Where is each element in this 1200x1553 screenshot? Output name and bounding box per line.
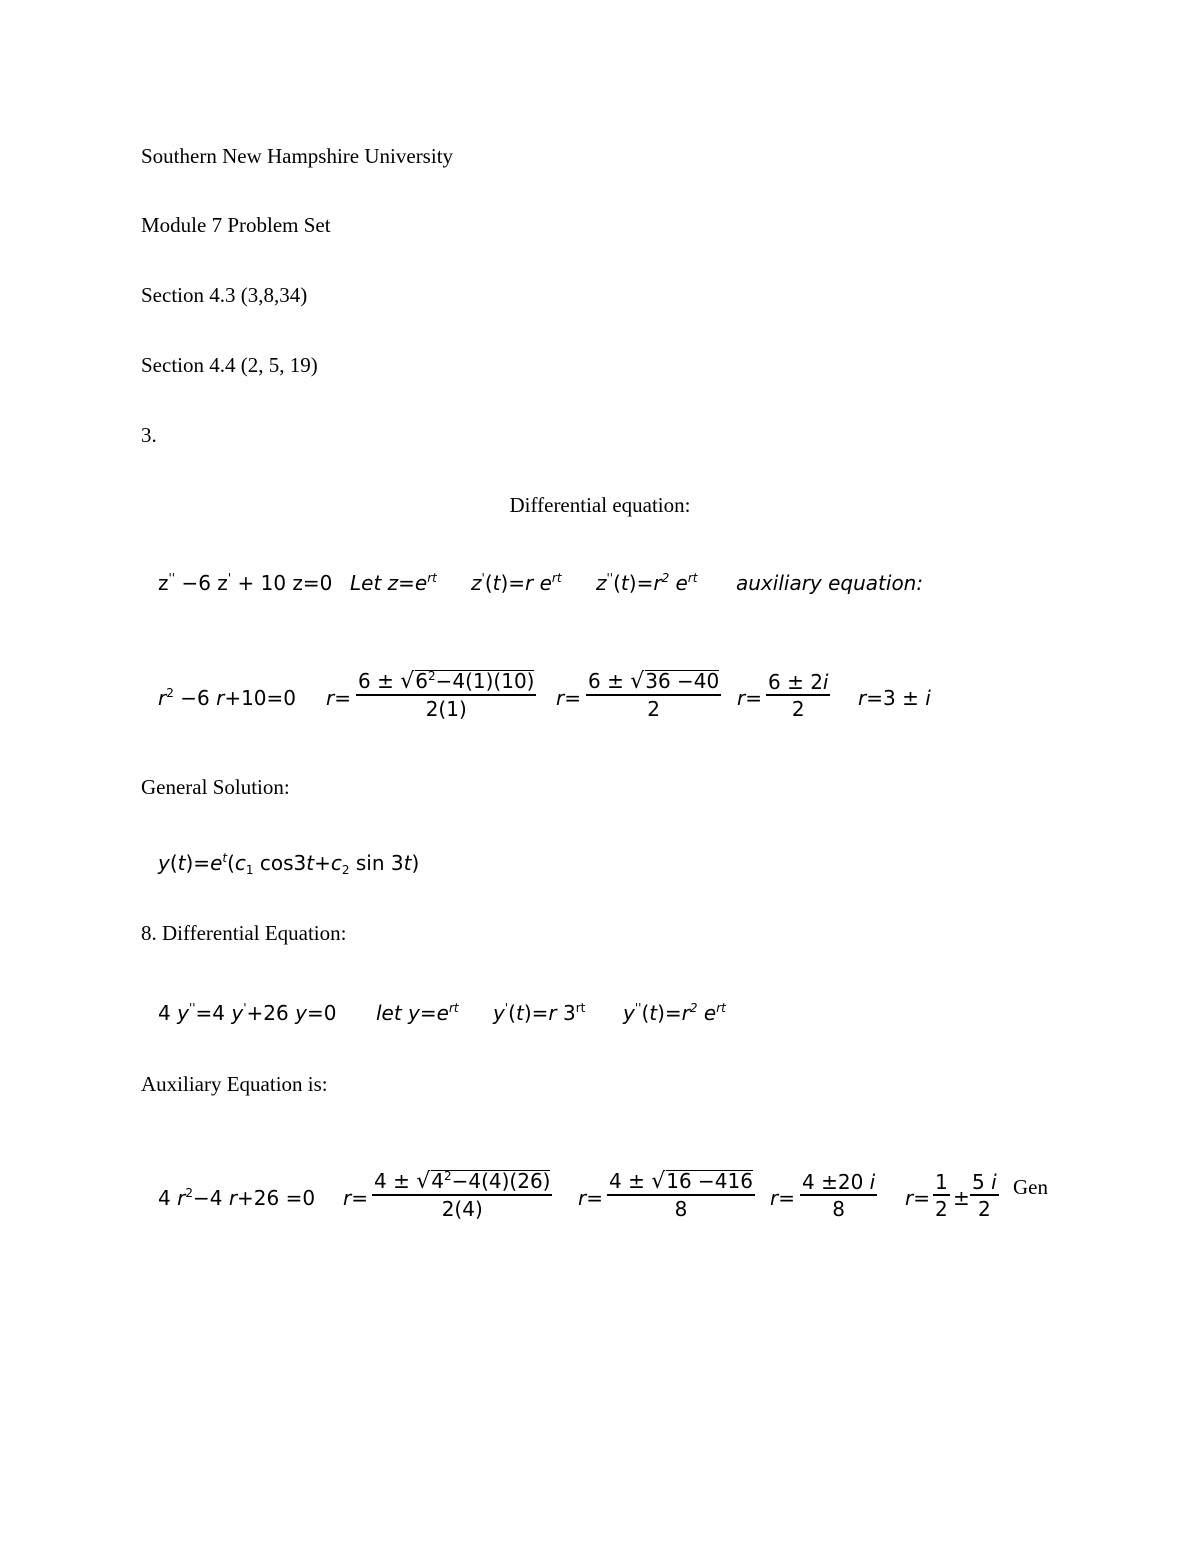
university-name: Southern New Hampshire University — [141, 144, 454, 168]
trailing-text: Gen — [1013, 1175, 1048, 1199]
module-title: Module 7 Problem Set — [141, 213, 331, 237]
problem-8-equation-row: 4 y''=4 y'+26 y=0 let $y=e^{rt}$ y'(t)=r $3^{rt}$ $y''(t)=r^2$ $e^{rt}$ — [158, 1001, 726, 1025]
problem-8-roots-row: 4 $r^2-4$ r+26 =0 r= $\frac{4 \pm √4^2-4(4)(26)}{2(4)}$ r= $\frac{4 \pm √16 -416}{8}$ r= $\frac{4 \pm 20 i}{8}$ r= $\frac{1}{2}$ ± $\frac{5 i}{2}$ — [158, 1169, 997, 1221]
problem-3-number: 3. — [141, 423, 157, 447]
general-solution-label: General Solution: — [141, 775, 290, 799]
section-4-3: Section 4.3 (3,8,34) — [141, 283, 308, 307]
section-4-4: Section 4.4 (2, 5, 19) — [141, 353, 318, 377]
general-solution-equation: $y(t)=e^t(c_1$ $\cos 3t+c_2$ sin 3t) — [158, 851, 420, 877]
problem-8-heading: 8. Differential Equation: — [141, 921, 347, 945]
problem-3-heading: Differential equation: — [509, 493, 691, 517]
auxiliary-equation-label: Auxiliary Equation is: — [141, 1072, 328, 1096]
problem-3-roots-row: $r^2 -6$ r+10=0 r= $\frac{6 \pm √6^2-4(1)(10)}{2(1)}$ r= $\frac{6 \pm √36 -40}{2}$ r= $\frac{6 \pm 2i}{2}$ r=3 ± i — [158, 669, 931, 721]
problem-3-equation-row: z'' −6 z' + 10 z=0 Let $z=e^{rt}$ z'(t)=r $e^{rt}$ $z''(t)=r^2$ $e^{rt}$ auxiliary equation: — [158, 571, 924, 595]
